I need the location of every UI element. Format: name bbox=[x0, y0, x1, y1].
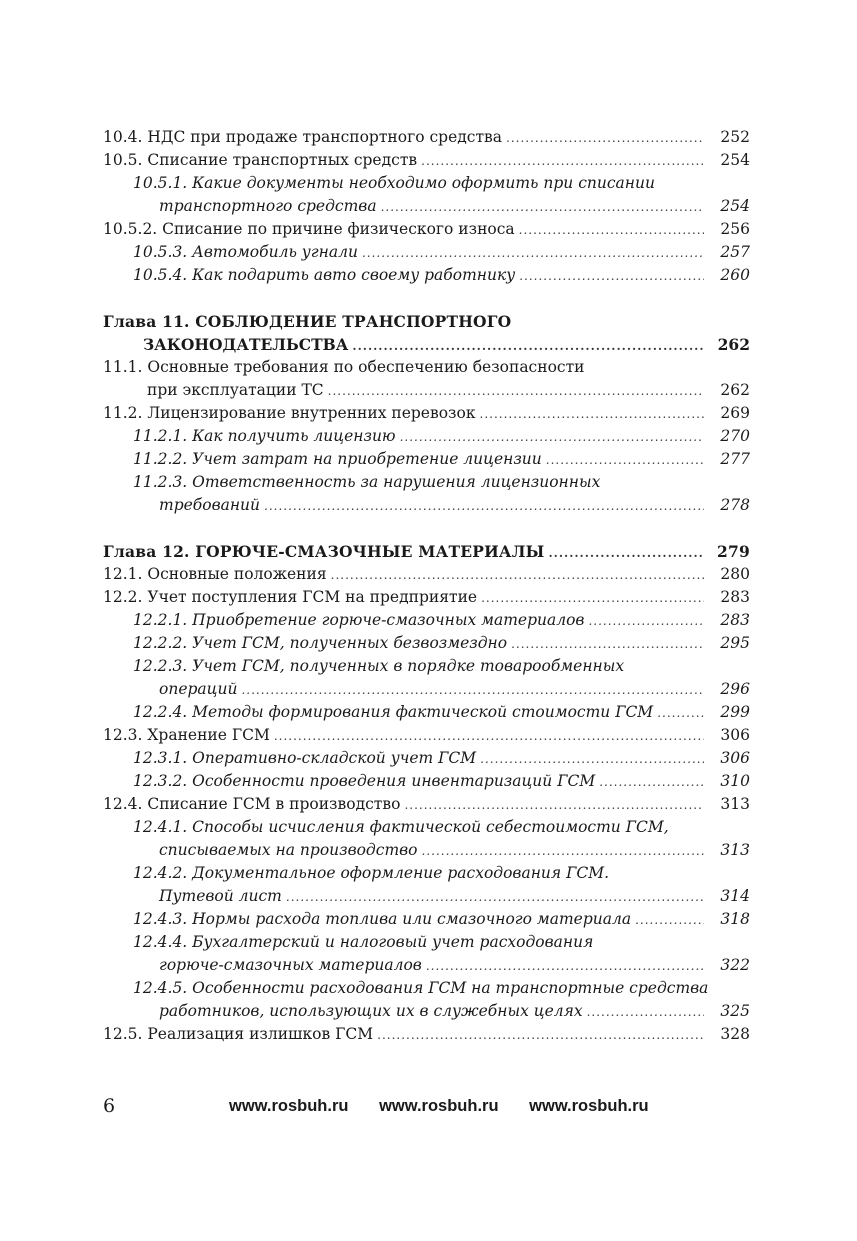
toc-entry-title: списываемых на производство bbox=[159, 841, 418, 859]
dot-leader bbox=[480, 748, 704, 771]
toc-page-number: 328 bbox=[720, 1025, 750, 1043]
dot-leader bbox=[264, 495, 704, 518]
toc-entry-title: при эксплуатации ТС bbox=[147, 381, 324, 399]
toc-entry-title: 12.4.1. Способы исчисления фактической себестоимости ГСМ, bbox=[133, 818, 669, 836]
toc-page-number: 257 bbox=[720, 243, 750, 261]
toc-page-number: 277 bbox=[720, 450, 750, 468]
toc-entry[interactable] bbox=[103, 839, 750, 862]
toc-entry[interactable] bbox=[103, 563, 750, 586]
toc-entry[interactable] bbox=[103, 471, 750, 494]
toc-page-number: 325 bbox=[720, 1002, 750, 1020]
toc-entry[interactable] bbox=[103, 977, 750, 1000]
dot-leader bbox=[519, 219, 704, 242]
toc-entry[interactable] bbox=[103, 609, 750, 632]
toc-entry[interactable] bbox=[103, 586, 750, 609]
toc-entry-title: 10.5.1. Какие документы необходимо оформить при списании bbox=[133, 174, 655, 192]
toc-entry[interactable] bbox=[103, 195, 750, 218]
dot-leader bbox=[480, 403, 704, 426]
toc-page-number: 283 bbox=[720, 611, 750, 629]
toc-entry-title: 10.5.4. Как подарить авто своему работнику bbox=[133, 266, 516, 284]
toc-entry[interactable] bbox=[103, 379, 750, 402]
toc-page-number: 306 bbox=[720, 749, 750, 767]
toc-entry-title: 12.2.1. Приобретение горюче-смазочных материалов bbox=[133, 611, 585, 629]
toc-entry-title: 12.4.3. Нормы расхода топлива или смазочного материала bbox=[133, 910, 632, 928]
toc-entry-title: операций bbox=[159, 680, 238, 698]
toc-entry-title: 12.2.3. Учет ГСМ, полученных в порядке товарообменных bbox=[133, 657, 625, 675]
toc-page-number: 313 bbox=[720, 841, 750, 859]
dot-leader bbox=[381, 196, 704, 219]
toc-entry[interactable] bbox=[103, 954, 750, 977]
toc-entry-title: 12.2. Учет поступления ГСМ на предприятие bbox=[103, 588, 478, 606]
toc-page-number: 278 bbox=[720, 496, 750, 514]
dot-leader bbox=[377, 1024, 704, 1047]
dot-leader bbox=[286, 886, 704, 909]
section-gap bbox=[103, 287, 750, 310]
toc-page-number: 296 bbox=[720, 680, 750, 698]
toc-entry-title: 10.5.3. Автомобиль угнали bbox=[133, 243, 358, 261]
toc-entry[interactable] bbox=[103, 885, 750, 908]
toc-page-number: 262 bbox=[720, 381, 750, 399]
toc-entry-title: 10.5. Списание транспортных средств bbox=[103, 151, 418, 169]
toc-entry-title: 12.4.5. Особенности расходования ГСМ на транспортные средства bbox=[133, 979, 709, 997]
toc-entry-title: требований bbox=[159, 496, 261, 514]
site-link[interactable]: www.rosbuh.ru bbox=[529, 1097, 649, 1115]
toc-entry-title: 11.2.1. Как получить лицензию bbox=[133, 427, 396, 445]
toc-entry[interactable] bbox=[103, 678, 750, 701]
dot-leader bbox=[657, 702, 704, 725]
toc-entry-title: 12.2.2. Учет ГСМ, полученных безвозмездно bbox=[133, 634, 508, 652]
toc-entry-title: горюче-смазочных материалов bbox=[159, 956, 422, 974]
toc-page-number: 280 bbox=[720, 565, 750, 583]
toc-entry[interactable] bbox=[103, 149, 750, 172]
dot-leader bbox=[328, 380, 704, 403]
toc-entry-title: 11.2. Лицензирование внутренних перевозок bbox=[103, 404, 476, 422]
toc-entry[interactable] bbox=[103, 448, 750, 471]
dot-leader bbox=[548, 542, 704, 565]
dot-leader bbox=[352, 335, 704, 358]
toc-page-number: 254 bbox=[720, 197, 750, 215]
toc-entry-title: 12.4.4. Бухгалтерский и налоговый учет расходования bbox=[133, 933, 594, 951]
toc-entry[interactable] bbox=[103, 862, 750, 885]
toc-entry[interactable] bbox=[103, 425, 750, 448]
dot-leader bbox=[421, 150, 704, 173]
toc-page-number: 269 bbox=[720, 404, 750, 422]
toc-entry[interactable] bbox=[103, 172, 750, 195]
toc-entry-title: 11.1. Основные требования по обеспечению безопасности bbox=[103, 358, 585, 376]
toc-entry[interactable] bbox=[103, 793, 750, 816]
toc-entry-title: работников, использующих их в служебных целях bbox=[159, 1002, 583, 1020]
toc-entry[interactable] bbox=[103, 356, 750, 379]
page-number: 6 bbox=[103, 1095, 116, 1117]
toc-entry-title: 10.4. НДС при продаже транспортного средства bbox=[103, 128, 503, 146]
toc-entry[interactable] bbox=[103, 1023, 750, 1046]
dot-leader bbox=[400, 426, 704, 449]
toc-page-number: 322 bbox=[720, 956, 750, 974]
toc-chapter-entry[interactable] bbox=[103, 310, 750, 333]
dot-leader bbox=[422, 840, 705, 863]
toc-entry-title: 12.1. Основные положения bbox=[103, 565, 327, 583]
toc-entry[interactable] bbox=[103, 218, 750, 241]
toc-page-number: 262 bbox=[717, 335, 750, 354]
dot-leader bbox=[635, 909, 704, 932]
toc-entry[interactable] bbox=[103, 402, 750, 425]
dot-leader bbox=[331, 564, 704, 587]
section-gap bbox=[103, 517, 750, 540]
toc-entry-title: Глава 11. СОБЛЮДЕНИЕ ТРАНСПОРТНОГО bbox=[103, 312, 512, 331]
toc-page-number: 279 bbox=[717, 542, 750, 561]
toc-chapter-entry[interactable] bbox=[103, 333, 750, 356]
toc-entry[interactable] bbox=[103, 931, 750, 954]
toc-entry[interactable] bbox=[103, 655, 750, 678]
toc-entry[interactable] bbox=[103, 747, 750, 770]
dot-leader bbox=[241, 679, 704, 702]
toc-entry-title: 12.3. Хранение ГСМ bbox=[103, 726, 270, 744]
toc-page-number: 318 bbox=[720, 910, 750, 928]
toc-entry[interactable] bbox=[103, 1000, 750, 1023]
toc-entry-title: 11.2.2. Учет затрат на приобретение лицензии bbox=[133, 450, 542, 468]
toc-entry[interactable] bbox=[103, 770, 750, 793]
site-link[interactable]: www.rosbuh.ru bbox=[229, 1097, 349, 1115]
table-of-contents bbox=[103, 126, 750, 1046]
dot-leader bbox=[506, 127, 704, 150]
dot-leader bbox=[362, 242, 704, 265]
toc-page-number: 314 bbox=[720, 887, 750, 905]
toc-entry[interactable] bbox=[103, 241, 750, 264]
toc-page-number: 270 bbox=[720, 427, 750, 445]
toc-entry-title: 12.3.1. Оперативно-складской учет ГСМ bbox=[133, 749, 477, 767]
toc-page-number: 299 bbox=[720, 703, 750, 721]
toc-entry-title: 12.4. Списание ГСМ в производство bbox=[103, 795, 401, 813]
toc-entry-title: 12.3.2. Особенности проведения инвентаризаций ГСМ bbox=[133, 772, 596, 790]
toc-entry[interactable] bbox=[103, 908, 750, 931]
toc-entry[interactable] bbox=[103, 816, 750, 839]
dot-leader bbox=[588, 610, 704, 633]
toc-page-number: 313 bbox=[720, 795, 750, 813]
site-link[interactable]: www.rosbuh.ru bbox=[379, 1097, 499, 1115]
dot-leader bbox=[481, 587, 704, 610]
toc-entry-title: 12.4.2. Документальное оформление расходования ГСМ. bbox=[133, 864, 609, 882]
toc-page-number: 295 bbox=[720, 634, 750, 652]
toc-page-number: 254 bbox=[720, 151, 750, 169]
dot-leader bbox=[546, 449, 704, 472]
toc-entry-title: 10.5.2. Списание по причине физического износа bbox=[103, 220, 515, 238]
toc-page-number: 283 bbox=[720, 588, 750, 606]
footer-sites bbox=[229, 1094, 675, 1118]
dot-leader bbox=[587, 1001, 704, 1024]
toc-entry-title: 12.2.4. Методы формирования фактической стоимости ГСМ bbox=[133, 703, 654, 721]
toc-page-number: 306 bbox=[720, 726, 750, 744]
dot-leader bbox=[519, 265, 704, 288]
dot-leader bbox=[511, 633, 704, 656]
toc-entry-title: ЗАКОНОДАТЕЛЬСТВА bbox=[143, 335, 349, 354]
toc-entry-title: Путевой лист bbox=[159, 887, 282, 905]
dot-leader bbox=[599, 771, 704, 794]
toc-page-number: 310 bbox=[720, 772, 750, 790]
page-footer bbox=[103, 1094, 750, 1118]
toc-page-number: 260 bbox=[720, 266, 750, 284]
dot-leader bbox=[426, 955, 704, 978]
dot-leader bbox=[274, 725, 704, 748]
dot-leader bbox=[404, 794, 704, 817]
toc-entry-title: 11.2.3. Ответственность за нарушения лицензионных bbox=[133, 473, 601, 491]
toc-entry-title: 12.5. Реализация излишков ГСМ bbox=[103, 1025, 374, 1043]
toc-entry[interactable] bbox=[103, 724, 750, 747]
toc-entry[interactable] bbox=[103, 126, 750, 149]
toc-entry[interactable] bbox=[103, 632, 750, 655]
toc-entry-title: транспортного средства bbox=[159, 197, 377, 215]
toc-page-number: 252 bbox=[720, 128, 750, 146]
toc-entry[interactable] bbox=[103, 494, 750, 517]
toc-entry[interactable] bbox=[103, 264, 750, 287]
toc-page-number: 256 bbox=[720, 220, 750, 238]
toc-entry[interactable] bbox=[103, 701, 750, 724]
toc-chapter-entry[interactable] bbox=[103, 540, 750, 563]
toc-entry-title: Глава 12. ГОРЮЧЕ-СМАЗОЧНЫЕ МАТЕРИАЛЫ bbox=[103, 542, 545, 561]
